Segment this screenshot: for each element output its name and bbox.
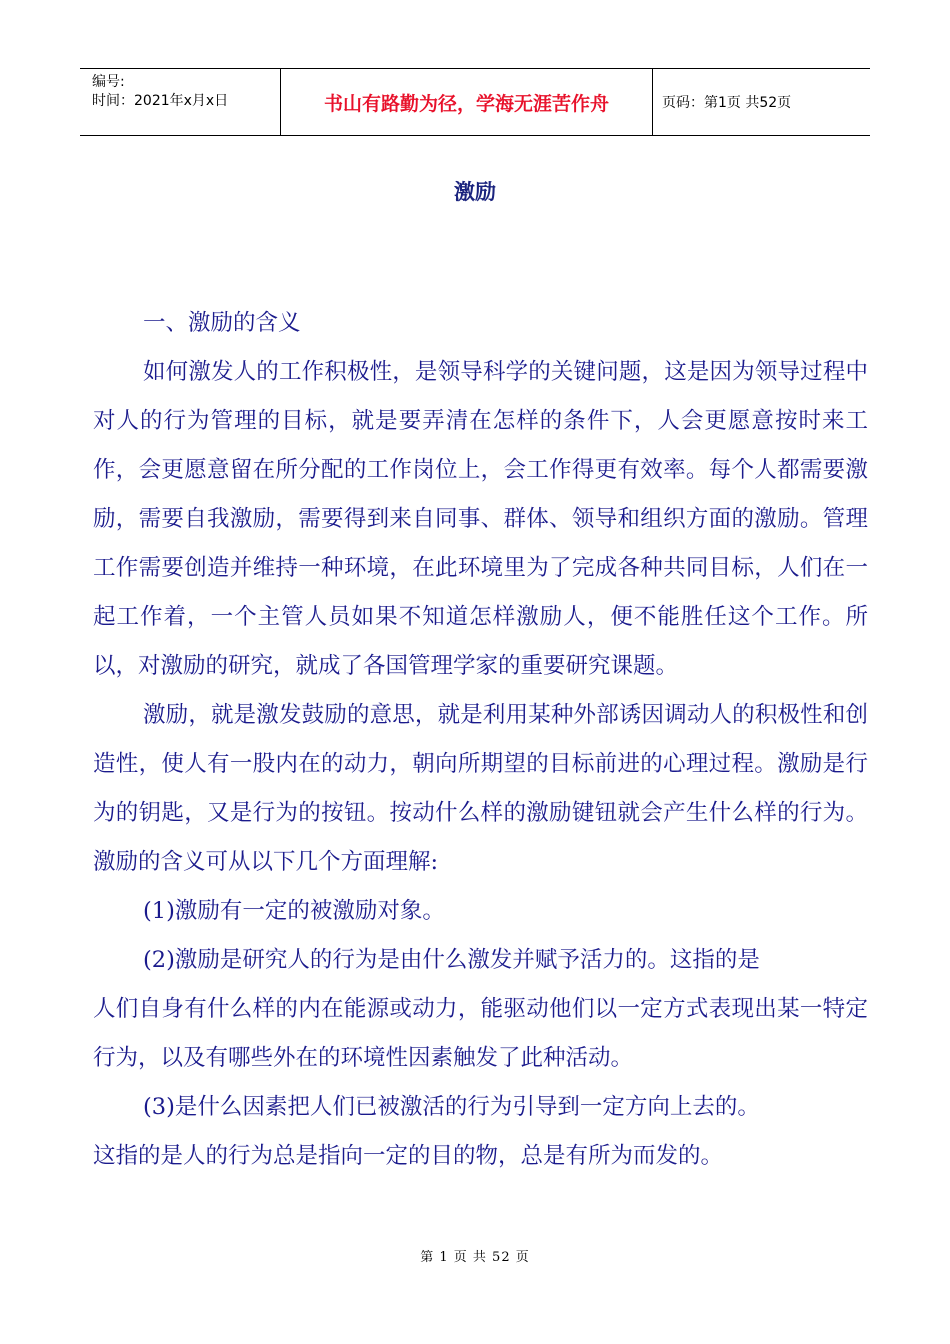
paragraph: 激励，就是激发鼓励的意思，就是利用某种外部诱因调动人的积极性和创造性，使人有一股内在的动力，朝向所期望的目标前进的心理过程。激励是行为的钥匙，又是行为的按钮。按动什么样的激励键钮就会产生什么样的行为。激励的含义可从以下几个方面理解:: [93, 702, 868, 875]
document-body: [93, 299, 868, 1181]
list-item-2-continuation: 人们自身有什么样的内在能源或动力，能驱动他们以一定方式表现出某一特定行为，以及有哪些外在的环境性因素触发了此种活动。: [93, 996, 868, 1071]
header-table: [80, 68, 870, 136]
header-motto: 书山有路勤为径，学海无涯苦作舟: [280, 69, 653, 135]
header-page-info: 页码：第1页 共52页: [662, 95, 792, 111]
list-item-3-continuation: 这指的是人的行为总是指向一定的目的物，总是有所为而发的。: [93, 1143, 724, 1169]
header-left-cell: [80, 69, 280, 135]
document-title: 激励: [454, 180, 496, 204]
page-footer: 第 1 页 共 52 页: [420, 1250, 530, 1265]
list-item-3-first-line: (3)是什么因素把人们已被激活的行为引导到一定方向上去的。: [143, 1094, 760, 1120]
time-label: 时间：2021年x月x日: [92, 93, 229, 109]
list-item-1: (1)激励有一定的被激励对象。: [143, 898, 445, 924]
list-item-2-first-line: (2)激励是研究人的行为是由什么激发并赋予活力的。这指的是: [143, 947, 760, 973]
number-label: 编号:: [92, 74, 125, 90]
section-heading: 一、激励的含义: [143, 310, 301, 336]
paragraph: 如何激发人的工作积极性，是领导科学的关键问题，这是因为领导过程中对人的行为管理的目标，就是要弄清在怎样的条件下，人会更愿意按时来工作，会更愿意留在所分配的工作岗位上，会工作得更有效率。每个人都需要激励，需要自我激励，需要得到来自同事、群体、领导和组织方面的激励。管理工作需要创造并维持一种环境，在此环境里为了完成各种共同目标，人们在一起工作着，一个主管人员如果不知道怎样激励人，便不能胜任这个工作。所以，对激励的研究，就成了各国管理学家的重要研究课题。: [93, 359, 868, 679]
